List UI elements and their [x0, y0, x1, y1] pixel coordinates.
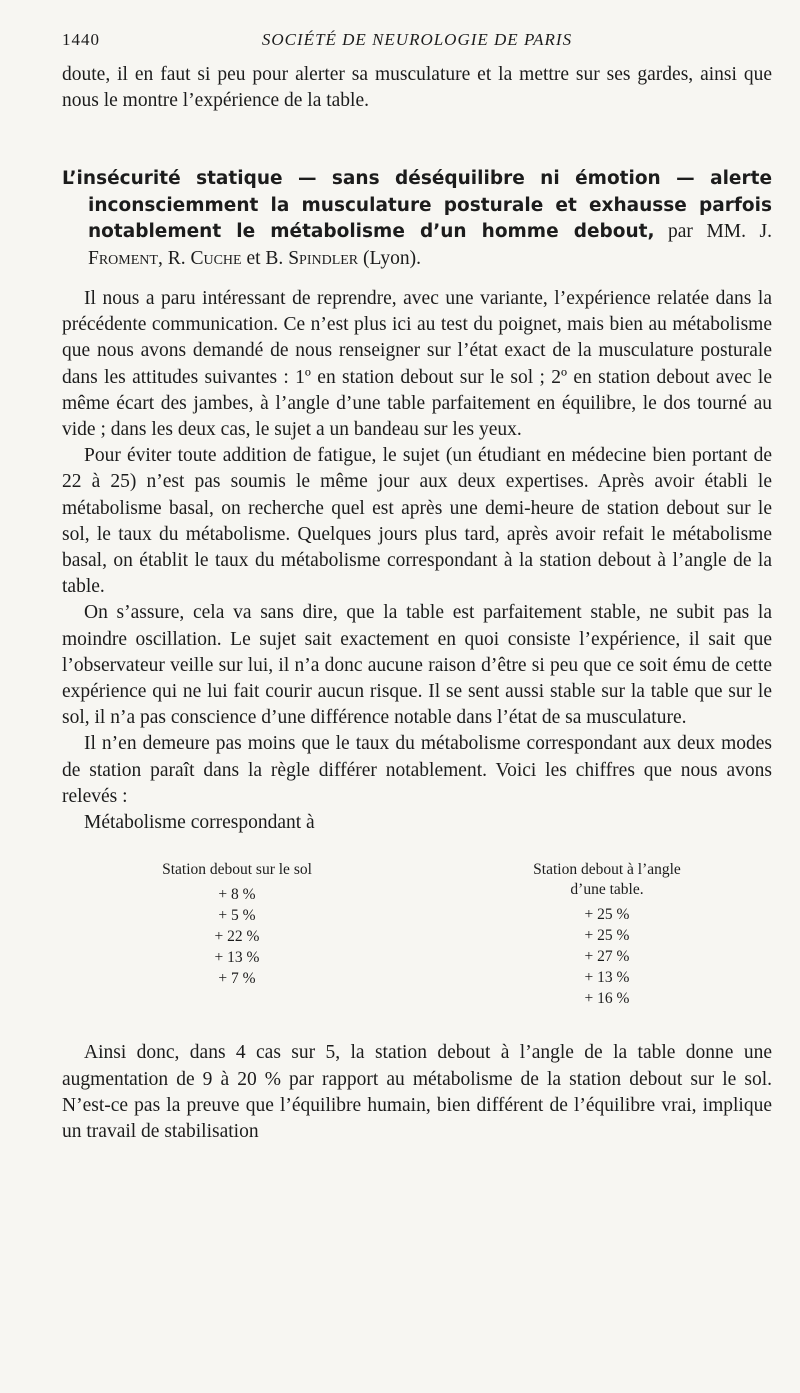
table-value: + 13 % [584, 969, 630, 987]
body-paragraph: Pour éviter toute addition de fatigue, le sujet (un étudiant en médecine bien portant de 22 à 25) n’est pas soumis le même jour aux deux expertises. Après avoir établi le métabolisme basal, on recherche quel est après une demi-heure de station debout sur le sol, le taux du métabolisme. Quelques jours plus tard, après avoir refait le métabolisme basal, on établit le taux du métabolisme correspondant à la station debout à l’angle de la table. [62, 445, 772, 598]
authors-last-name: Spindler [288, 247, 359, 269]
table-value: + 8 % [218, 886, 256, 904]
journal-title: SOCIÉTÉ DE NEUROLOGIE DE PARIS [261, 30, 573, 49]
closing-paragraph: Ainsi donc, dans 4 cas sur 5, la station debout à l’angle de la table donne une augmentation de 9 à 20 % par rapport au métabolisme de la station debout sur le sol. N’est-ce pas la preuve que l’équilibre humain, bien différent de l’équilibre vrai, implique un travail de stabilisation [62, 1042, 772, 1142]
table-value: + 7 % [218, 970, 256, 988]
table-column-table-corner [492, 860, 722, 1009]
body-paragraph: On s’assure, cela va sans dire, que la table est parfaitement stable, ne subit pas la moindre oscillation. Le sujet sait exactement en quoi consiste l’expérience, il sait que l’observateur veille sur lui, il n’a donc aucune raison d’être si peu que ce soit ému de cette expérience qui ne lui fait courir aucun risque. Il se sent aussi stable sur la table que sur le sol, il n’a pas conscience d’une différence notable dans l’état de sa musculature. [62, 602, 772, 729]
metabolism-table [62, 860, 772, 1010]
column-header-table-corner-line2: d’une table. [570, 881, 644, 899]
body-paragraph: Il nous a paru intéressant de reprendre, avec une variante, l’expérience relatée dans la précédente communication. Ce n’est plus ici au test du poignet, mais bien au métabolisme que nous avons demandé de nous renseigner sur l’état exact de la musculature posturale dans les attitudes suivantes : 1º en station debout sur le sol ; 2º en station debout avec le même écart des jambes, à l’angle d’une table parfaitement en équilibre, le dos tourné au vide ; dans les deux cas, le sujet a un bandeau sur les yeux. [62, 288, 772, 441]
continuation-paragraph: doute, il en faut si peu pour alerter sa musculature et la mettre sur ses gardes, ainsi que nous le montre l’expérience de la table. [62, 64, 772, 112]
table-value: + 16 % [584, 990, 630, 1008]
table-value: + 27 % [584, 948, 630, 966]
authors-prefix: par MM. J. [668, 221, 772, 243]
table-value: + 5 % [218, 907, 256, 925]
running-head [62, 30, 772, 60]
table-value: + 25 % [584, 927, 630, 945]
article-title: L’insécurité statique — sans déséquilibre ni émotion — alerte inconsciemment la musculature posturale et exhausse parfois notablement le métabolisme d’un homme debout, [62, 168, 772, 243]
table-value: + 25 % [584, 906, 630, 924]
article-heading [62, 166, 772, 272]
document-page [62, 30, 772, 1145]
body-paragraph: Il n’en demeure pas moins que le taux du métabolisme correspondant aux deux modes de station paraît dans la règle différer notablement. Voici les chiffres que nous avons relevés : [62, 733, 772, 807]
authors-mid: et B. [246, 247, 284, 269]
table-value: + 22 % [214, 928, 260, 946]
column-header-floor: Station debout sur le sol [162, 861, 312, 879]
table-value: + 13 % [214, 949, 260, 967]
article-body [62, 286, 772, 836]
column-header-table-corner: Station debout à l’angle [533, 861, 681, 879]
page-number: 1440 [62, 30, 100, 49]
table-column-floor [122, 860, 352, 989]
authors-location: (Lyon). [363, 247, 421, 269]
authors-names: Froment, R. Cuche [88, 247, 242, 269]
table-intro: Métabolisme correspondant à [84, 812, 315, 834]
